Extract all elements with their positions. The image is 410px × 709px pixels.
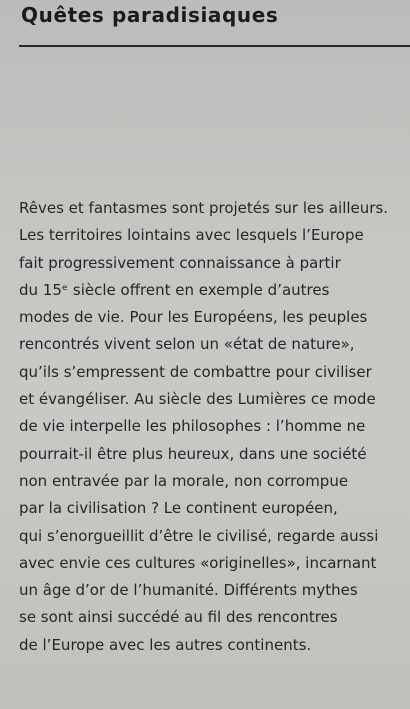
text-line: de l’Europe avec les autres continents. xyxy=(19,635,312,654)
text-line: qui s’enorgueillit d’être le civilisé, regarde aussi xyxy=(19,526,379,545)
text-line: fait progressivement connaissance à partir xyxy=(19,253,341,272)
panel-body-text xyxy=(19,195,404,659)
panel-title: Quêtes paradisiaques xyxy=(21,3,279,27)
text-line: Rêves et fantasmes sont projetés sur les ailleurs. xyxy=(19,199,389,217)
text-line: rencontrés vivent selon un «état de nature», xyxy=(19,335,355,354)
text-line: non entravée par la morale, non corrompue xyxy=(19,471,349,490)
text-line: avec envie ces cultures «originelles», incarnant xyxy=(19,553,377,572)
title-underline xyxy=(19,45,410,47)
text-line: par la civilisation ? Le continent européen, xyxy=(19,499,338,518)
text-line: pourrait-il être plus heureux, dans une société xyxy=(19,444,367,463)
text-line: de vie interpelle les philosophes : l’homme ne xyxy=(19,417,366,436)
text-line: et évangéliser. Au siècle des Lumières ce mode xyxy=(19,390,376,409)
text-line: du 15ᵉ siècle offrent en exemple d’autres xyxy=(19,280,330,299)
text-line: modes de vie. Pour les Européens, les peuples xyxy=(19,308,368,327)
text-line: se sont ainsi succédé au fil des rencontres xyxy=(19,608,338,627)
text-line: Les territoires lointains avec lesquels l’Europe xyxy=(19,226,364,245)
text-line: qu’ils s’empressent de combattre pour civiliser xyxy=(19,362,372,381)
text-line: un âge d’or de l’humanité. Différents mythes xyxy=(19,581,358,600)
